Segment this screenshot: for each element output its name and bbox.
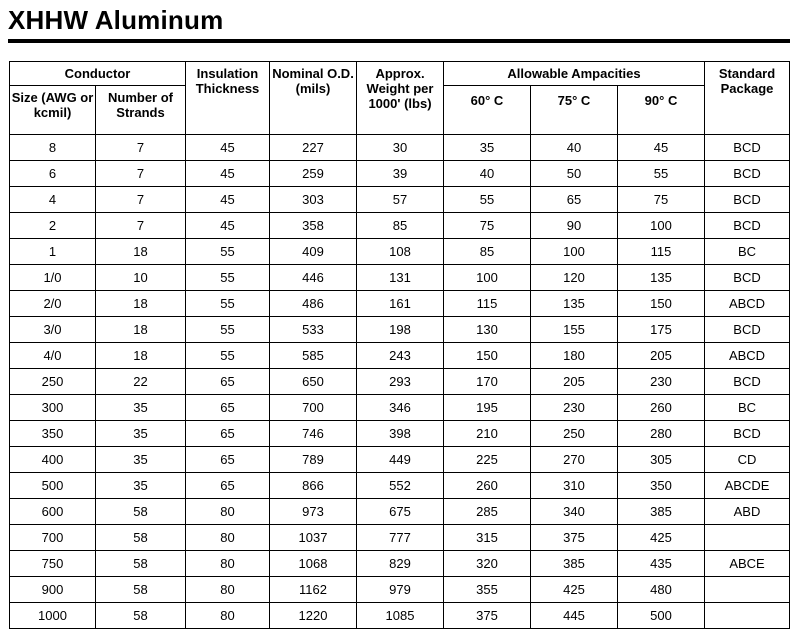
weight-cell: 398 xyxy=(357,421,444,447)
header-nominal-od: Nominal O.D. (mils) xyxy=(270,62,357,135)
ampacity-75c-cell: 425 xyxy=(531,577,618,603)
ampacity-60c-cell: 320 xyxy=(444,551,531,577)
ampacity-90c-cell: 115 xyxy=(618,239,705,265)
package-cell: ABCD xyxy=(705,291,790,317)
table-row xyxy=(10,187,790,213)
ampacity-90c-cell: 55 xyxy=(618,161,705,187)
insulation-cell: 55 xyxy=(186,317,270,343)
size-cell: 3/0 xyxy=(10,317,96,343)
insulation-cell: 80 xyxy=(186,499,270,525)
size-cell: 4/0 xyxy=(10,343,96,369)
ampacity-60c-cell: 150 xyxy=(444,343,531,369)
od-cell: 358 xyxy=(270,213,357,239)
weight-cell: 30 xyxy=(357,135,444,161)
weight-cell: 675 xyxy=(357,499,444,525)
ampacity-75c-cell: 155 xyxy=(531,317,618,343)
ampacity-75c-cell: 445 xyxy=(531,603,618,629)
weight-cell: 293 xyxy=(357,369,444,395)
insulation-cell: 55 xyxy=(186,265,270,291)
strands-cell: 7 xyxy=(96,187,186,213)
header-standard-package: Standard Package xyxy=(705,62,790,135)
ampacity-60c-cell: 225 xyxy=(444,447,531,473)
ampacity-60c-cell: 260 xyxy=(444,473,531,499)
weight-cell: 1085 xyxy=(357,603,444,629)
insulation-cell: 45 xyxy=(186,161,270,187)
table-row xyxy=(10,421,790,447)
strands-cell: 18 xyxy=(96,239,186,265)
size-cell: 2/0 xyxy=(10,291,96,317)
od-cell: 227 xyxy=(270,135,357,161)
package-cell: BCD xyxy=(705,369,790,395)
size-cell: 600 xyxy=(10,499,96,525)
od-cell: 446 xyxy=(270,265,357,291)
weight-cell: 161 xyxy=(357,291,444,317)
table-row xyxy=(10,291,790,317)
table-row xyxy=(10,265,790,291)
insulation-cell: 65 xyxy=(186,395,270,421)
od-cell: 1220 xyxy=(270,603,357,629)
ampacity-90c-cell: 175 xyxy=(618,317,705,343)
ampacity-60c-cell: 40 xyxy=(444,161,531,187)
weight-cell: 777 xyxy=(357,525,444,551)
ampacity-90c-cell: 500 xyxy=(618,603,705,629)
ampacity-75c-cell: 385 xyxy=(531,551,618,577)
ampacity-90c-cell: 480 xyxy=(618,577,705,603)
weight-cell: 829 xyxy=(357,551,444,577)
ampacity-90c-cell: 280 xyxy=(618,421,705,447)
ampacity-75c-cell: 50 xyxy=(531,161,618,187)
od-cell: 866 xyxy=(270,473,357,499)
size-cell: 1 xyxy=(10,239,96,265)
ampacity-60c-cell: 210 xyxy=(444,421,531,447)
package-cell: ABD xyxy=(705,499,790,525)
package-cell: BC xyxy=(705,239,790,265)
table-row xyxy=(10,603,790,629)
size-cell: 750 xyxy=(10,551,96,577)
ampacity-60c-cell: 315 xyxy=(444,525,531,551)
insulation-cell: 45 xyxy=(186,187,270,213)
insulation-cell: 55 xyxy=(186,291,270,317)
ampacity-90c-cell: 230 xyxy=(618,369,705,395)
strands-cell: 18 xyxy=(96,317,186,343)
ampacity-90c-cell: 205 xyxy=(618,343,705,369)
ampacity-75c-cell: 310 xyxy=(531,473,618,499)
strands-cell: 18 xyxy=(96,343,186,369)
ampacity-90c-cell: 100 xyxy=(618,213,705,239)
ampacity-75c-cell: 180 xyxy=(531,343,618,369)
strands-cell: 7 xyxy=(96,135,186,161)
strands-cell: 58 xyxy=(96,603,186,629)
ampacity-90c-cell: 135 xyxy=(618,265,705,291)
ampacity-75c-cell: 230 xyxy=(531,395,618,421)
ampacity-75c-cell: 135 xyxy=(531,291,618,317)
ampacity-75c-cell: 205 xyxy=(531,369,618,395)
ampacity-60c-cell: 170 xyxy=(444,369,531,395)
strands-cell: 35 xyxy=(96,473,186,499)
table-row xyxy=(10,473,790,499)
insulation-cell: 55 xyxy=(186,239,270,265)
strands-cell: 58 xyxy=(96,577,186,603)
ampacity-90c-cell: 435 xyxy=(618,551,705,577)
table-row xyxy=(10,499,790,525)
strands-cell: 58 xyxy=(96,525,186,551)
header-approx-weight: Approx. Weight per 1000' (lbs) xyxy=(357,62,444,135)
weight-cell: 108 xyxy=(357,239,444,265)
size-cell: 500 xyxy=(10,473,96,499)
insulation-cell: 55 xyxy=(186,343,270,369)
header-60c: 60° C xyxy=(444,86,531,135)
strands-cell: 58 xyxy=(96,551,186,577)
od-cell: 700 xyxy=(270,395,357,421)
size-cell: 250 xyxy=(10,369,96,395)
ampacity-75c-cell: 250 xyxy=(531,421,618,447)
ampacity-60c-cell: 195 xyxy=(444,395,531,421)
insulation-cell: 65 xyxy=(186,369,270,395)
size-cell: 350 xyxy=(10,421,96,447)
od-cell: 486 xyxy=(270,291,357,317)
header-allowable-ampacities: Allowable Ampacities xyxy=(444,62,705,86)
insulation-cell: 45 xyxy=(186,213,270,239)
insulation-cell: 65 xyxy=(186,421,270,447)
weight-cell: 243 xyxy=(357,343,444,369)
od-cell: 409 xyxy=(270,239,357,265)
weight-cell: 449 xyxy=(357,447,444,473)
strands-cell: 22 xyxy=(96,369,186,395)
size-cell: 2 xyxy=(10,213,96,239)
table-row xyxy=(10,317,790,343)
ampacity-75c-cell: 65 xyxy=(531,187,618,213)
size-cell: 900 xyxy=(10,577,96,603)
strands-cell: 18 xyxy=(96,291,186,317)
strands-cell: 7 xyxy=(96,213,186,239)
page-title: XHHW Aluminum xyxy=(8,5,224,35)
insulation-cell: 65 xyxy=(186,473,270,499)
package-cell: BC xyxy=(705,395,790,421)
insulation-cell: 65 xyxy=(186,447,270,473)
package-cell: CD xyxy=(705,447,790,473)
ampacity-90c-cell: 75 xyxy=(618,187,705,213)
table-row xyxy=(10,447,790,473)
strands-cell: 58 xyxy=(96,499,186,525)
xhhw-aluminum-table xyxy=(9,61,790,629)
ampacity-90c-cell: 260 xyxy=(618,395,705,421)
insulation-cell: 80 xyxy=(186,577,270,603)
package-cell: ABCE xyxy=(705,551,790,577)
od-cell: 650 xyxy=(270,369,357,395)
ampacity-75c-cell: 340 xyxy=(531,499,618,525)
size-cell: 8 xyxy=(10,135,96,161)
ampacity-60c-cell: 375 xyxy=(444,603,531,629)
od-cell: 533 xyxy=(270,317,357,343)
ampacity-90c-cell: 425 xyxy=(618,525,705,551)
header-number-of-strands: Number of Strands xyxy=(96,86,186,135)
package-cell: BCD xyxy=(705,213,790,239)
ampacity-60c-cell: 115 xyxy=(444,291,531,317)
ampacity-75c-cell: 270 xyxy=(531,447,618,473)
size-cell: 4 xyxy=(10,187,96,213)
strands-cell: 35 xyxy=(96,421,186,447)
table-row xyxy=(10,343,790,369)
title-underline xyxy=(8,39,790,43)
ampacity-90c-cell: 385 xyxy=(618,499,705,525)
table-row xyxy=(10,369,790,395)
package-cell: BCD xyxy=(705,421,790,447)
weight-cell: 39 xyxy=(357,161,444,187)
package-cell xyxy=(705,525,790,551)
weight-cell: 979 xyxy=(357,577,444,603)
header-75c: 75° C xyxy=(531,86,618,135)
od-cell: 1068 xyxy=(270,551,357,577)
table-row xyxy=(10,525,790,551)
insulation-cell: 80 xyxy=(186,603,270,629)
table-header xyxy=(10,62,790,135)
header-conductor: Conductor xyxy=(10,62,186,86)
ampacity-60c-cell: 55 xyxy=(444,187,531,213)
ampacity-60c-cell: 75 xyxy=(444,213,531,239)
weight-cell: 346 xyxy=(357,395,444,421)
weight-cell: 131 xyxy=(357,265,444,291)
package-cell: BCD xyxy=(705,265,790,291)
ampacity-60c-cell: 130 xyxy=(444,317,531,343)
table-body xyxy=(10,135,790,629)
package-cell: BCD xyxy=(705,135,790,161)
od-cell: 1162 xyxy=(270,577,357,603)
table-row xyxy=(10,551,790,577)
package-cell: BCD xyxy=(705,161,790,187)
ampacity-60c-cell: 285 xyxy=(444,499,531,525)
od-cell: 585 xyxy=(270,343,357,369)
table-row xyxy=(10,213,790,239)
table-row xyxy=(10,161,790,187)
package-cell: ABCD xyxy=(705,343,790,369)
table-row xyxy=(10,577,790,603)
weight-cell: 552 xyxy=(357,473,444,499)
header-90c: 90° C xyxy=(618,86,705,135)
ampacity-75c-cell: 120 xyxy=(531,265,618,291)
ampacity-75c-cell: 40 xyxy=(531,135,618,161)
weight-cell: 198 xyxy=(357,317,444,343)
strands-cell: 35 xyxy=(96,395,186,421)
od-cell: 789 xyxy=(270,447,357,473)
package-cell xyxy=(705,577,790,603)
od-cell: 973 xyxy=(270,499,357,525)
insulation-cell: 80 xyxy=(186,551,270,577)
od-cell: 259 xyxy=(270,161,357,187)
weight-cell: 85 xyxy=(357,213,444,239)
ampacity-60c-cell: 85 xyxy=(444,239,531,265)
table-row xyxy=(10,395,790,421)
weight-cell: 57 xyxy=(357,187,444,213)
package-cell: BCD xyxy=(705,317,790,343)
od-cell: 303 xyxy=(270,187,357,213)
package-cell: ABCDE xyxy=(705,473,790,499)
ampacity-60c-cell: 100 xyxy=(444,265,531,291)
strands-cell: 10 xyxy=(96,265,186,291)
od-cell: 1037 xyxy=(270,525,357,551)
size-cell: 300 xyxy=(10,395,96,421)
size-cell: 400 xyxy=(10,447,96,473)
ampacity-90c-cell: 45 xyxy=(618,135,705,161)
ampacity-75c-cell: 100 xyxy=(531,239,618,265)
insulation-cell: 45 xyxy=(186,135,270,161)
package-cell: BCD xyxy=(705,187,790,213)
size-cell: 700 xyxy=(10,525,96,551)
ampacity-90c-cell: 305 xyxy=(618,447,705,473)
table-row xyxy=(10,239,790,265)
package-cell xyxy=(705,603,790,629)
insulation-cell: 80 xyxy=(186,525,270,551)
ampacity-90c-cell: 350 xyxy=(618,473,705,499)
table-row xyxy=(10,135,790,161)
od-cell: 746 xyxy=(270,421,357,447)
header-size: Size (AWG or kcmil) xyxy=(10,86,96,135)
header-insulation-thickness: Insulation Thickness xyxy=(186,62,270,135)
ampacity-60c-cell: 35 xyxy=(444,135,531,161)
ampacity-75c-cell: 375 xyxy=(531,525,618,551)
strands-cell: 7 xyxy=(96,161,186,187)
ampacity-60c-cell: 355 xyxy=(444,577,531,603)
strands-cell: 35 xyxy=(96,447,186,473)
size-cell: 1/0 xyxy=(10,265,96,291)
ampacity-75c-cell: 90 xyxy=(531,213,618,239)
size-cell: 6 xyxy=(10,161,96,187)
size-cell: 1000 xyxy=(10,603,96,629)
ampacity-90c-cell: 150 xyxy=(618,291,705,317)
